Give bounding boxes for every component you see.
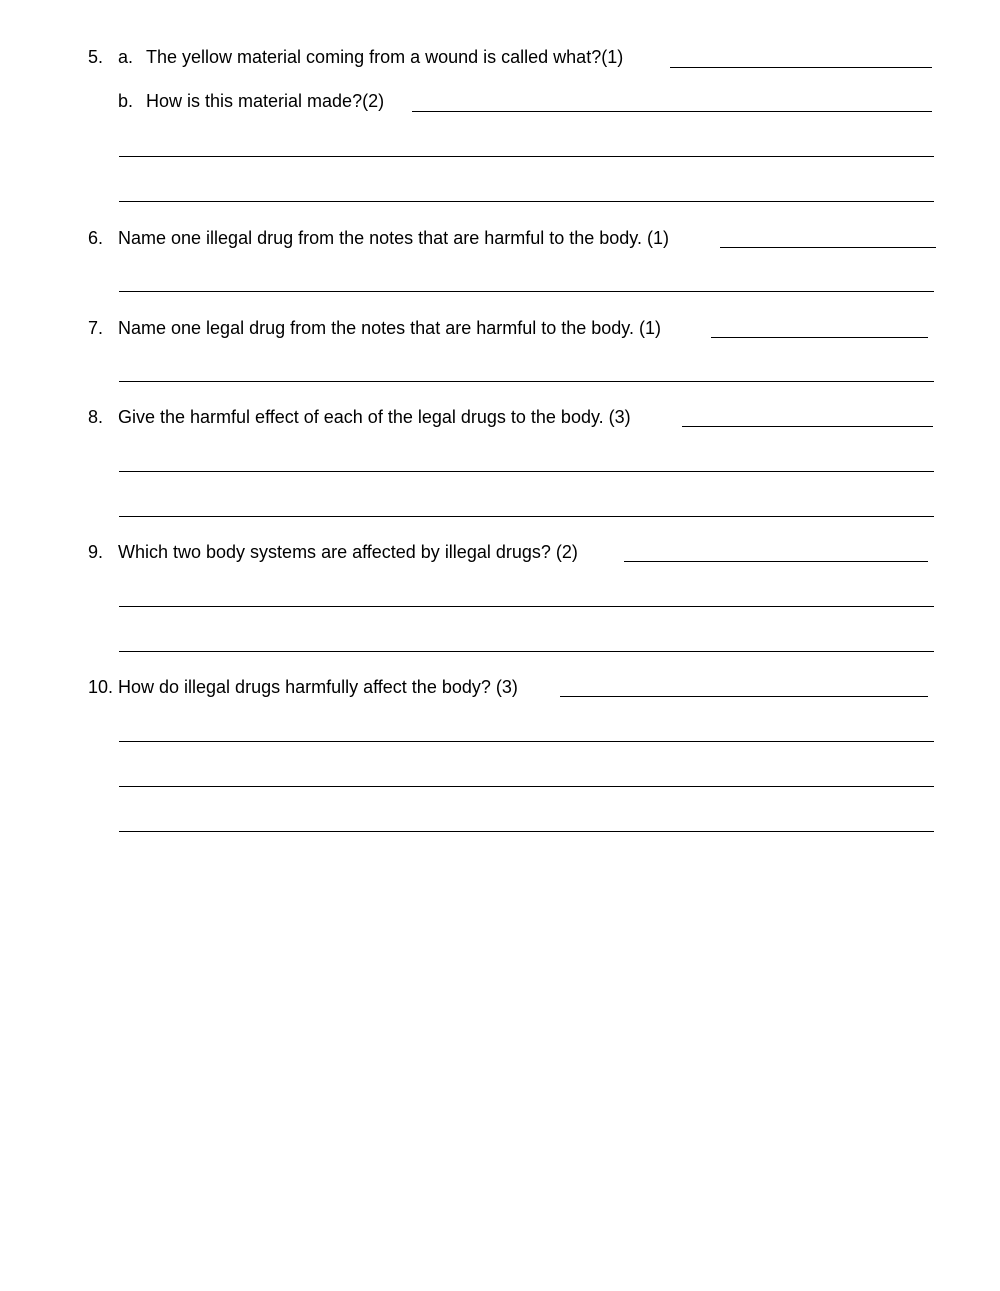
- answer-line[interactable]: [119, 381, 934, 382]
- answer-line[interactable]: [119, 291, 934, 292]
- question-text: How do illegal drugs harmfully affect the body? (3): [118, 677, 518, 697]
- question-text: Give the harmful effect of each of the legal drugs to the body. (3): [118, 407, 631, 427]
- subquestion-label: a.: [118, 47, 134, 67]
- answer-line[interactable]: [119, 651, 934, 652]
- answer-blank-7[interactable]: [711, 337, 928, 338]
- question-number: 10.: [88, 677, 114, 697]
- question-number: 7.: [88, 318, 104, 338]
- answer-line[interactable]: [119, 606, 934, 607]
- question-text: The yellow material coming from a wound is called what?(1): [146, 47, 624, 67]
- question-number: 9.: [88, 542, 104, 562]
- answer-line[interactable]: [119, 741, 934, 742]
- question-text: Which two body systems are affected by illegal drugs? (2): [118, 542, 578, 562]
- answer-line[interactable]: [119, 516, 934, 517]
- answer-blank-10[interactable]: [560, 696, 928, 697]
- answer-line[interactable]: [119, 831, 934, 832]
- answer-blank-9[interactable]: [624, 561, 928, 562]
- answer-blank-5b[interactable]: [412, 111, 932, 112]
- question-number: 6.: [88, 228, 104, 248]
- answer-line[interactable]: [119, 471, 934, 472]
- question-text: Name one illegal drug from the notes that are harmful to the body. (1): [118, 228, 669, 248]
- question-text: Name one legal drug from the notes that are harmful to the body. (1): [118, 318, 661, 338]
- question-number: 5.: [88, 47, 104, 67]
- answer-blank-5a[interactable]: [670, 67, 932, 68]
- question-number: 8.: [88, 407, 104, 427]
- question-text: How is this material made?(2): [146, 91, 385, 111]
- answer-line[interactable]: [119, 786, 934, 787]
- answer-line[interactable]: [119, 156, 934, 157]
- answer-blank-6[interactable]: [720, 247, 936, 248]
- answer-blank-8[interactable]: [682, 426, 933, 427]
- subquestion-label: b.: [118, 91, 134, 111]
- answer-line[interactable]: [119, 201, 934, 202]
